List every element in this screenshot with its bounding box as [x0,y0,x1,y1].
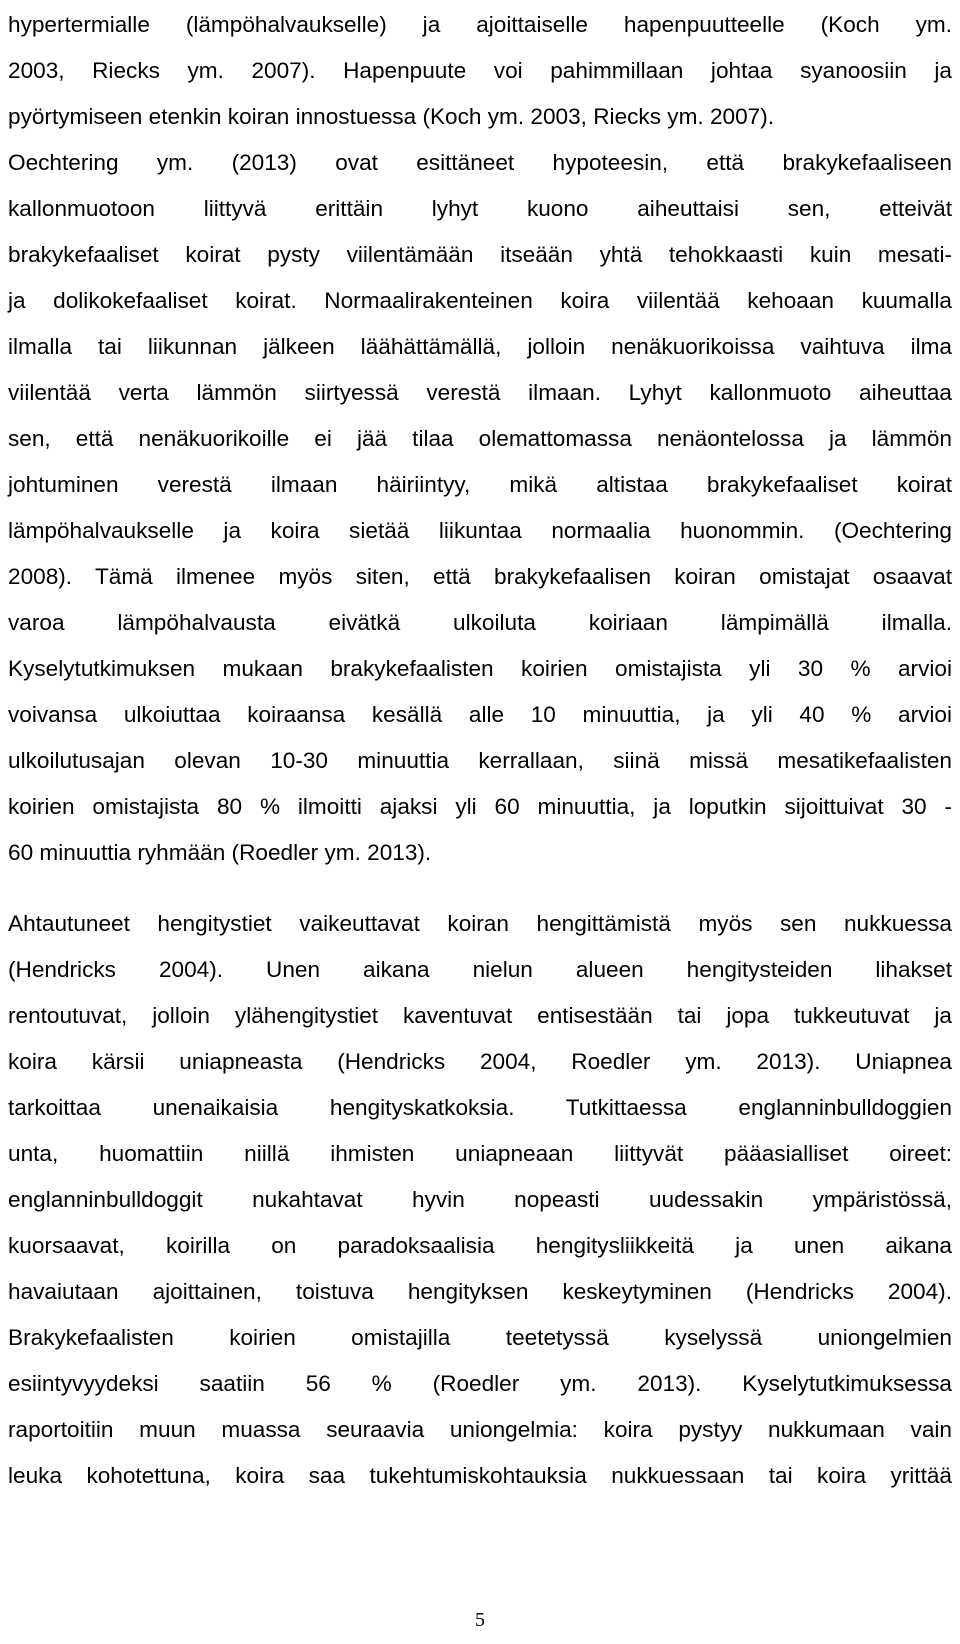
text-line: ja dolikokefaaliset koirat. Normaalirakenteinen koira viilentää kehoaan kuumalla [8,288,952,313]
text-line: havaiutaan ajoittainen, toistuva hengityksen keskeytyminen (Hendricks 2004). [8,1279,952,1304]
text-line: Ahtautuneet hengitystiet vaikeuttavat koiran hengittämistä myös sen nukkuessa [8,911,952,936]
text-line: (Hendricks 2004). Unen aikana nielun alueen hengitysteiden lihakset [8,957,952,982]
text-line: kallonmuotoon liittyvä erittäin lyhyt kuono aiheuttaisi sen, etteivät [8,196,952,221]
text-line: 2008). Tämä ilmenee myös siten, että brakykefaalisen koiran omistajat osaavat [8,564,952,589]
text-line: koirien omistajista 80 % ilmoitti ajaksi yli 60 minuuttia, ja loputkin sijoittuivat 30 - [8,794,952,819]
text-line: leuka kohotettuna, koira saa tukehtumiskohtauksia nukkuessaan tai koira yrittää [8,1463,952,1488]
text-line: kuorsaavat, koirilla on paradoksaalisia hengitysliikkeitä ja unen aikana [8,1233,952,1258]
body-paragraph-1 [8,2,952,876]
text-line: tarkoittaa unenaikaisia hengityskatkoksia. Tutkittaessa englanninbulldoggien [8,1095,952,1120]
text-line: viilentää verta lämmön siirtyessä verestä ilmaan. Lyhyt kallonmuoto aiheuttaa [8,380,952,405]
text-line: hypertermialle (lämpöhalvaukselle) ja ajoittaiselle hapenpuutteelle (Koch ym. [8,12,952,37]
text-line: esiintyvyydeksi saatiin 56 % (Roedler ym. 2013). Kyselytutkimuksessa [8,1371,952,1396]
text-line: 60 minuuttia ryhmään (Roedler ym. 2013). [8,840,432,865]
body-paragraph-2 [8,901,952,1499]
text-line: englanninbulldoggit nukahtavat hyvin nopeasti uudessakin ympäristössä, [8,1187,952,1212]
text-line: koira kärsii uniapneasta (Hendricks 2004, Roedler ym. 2013). Uniapnea [8,1049,952,1074]
text-line: sen, että nenäkuorikoille ei jää tilaa olemattomassa nenäontelossa ja lämmön [8,426,952,451]
text-line: 2003, Riecks ym. 2007). Hapenpuute voi pahimmillaan johtaa syanoosiin ja [8,58,952,83]
text-line: unta, huomattiin niillä ihmisten uniapneaan liittyvät pääasialliset oireet: [8,1141,952,1166]
text-line: raportoitiin muun muassa seuraavia uniongelmia: koira pystyy nukkumaan vain [8,1417,952,1442]
text-line: brakykefaaliset koirat pysty viilentämään itseään yhtä tehokkaasti kuin mesati- [8,242,952,267]
text-line: rentoutuvat, jolloin ylähengitystiet kaventuvat entisestään tai jopa tukkeutuvat ja [8,1003,952,1028]
text-line: varoa lämpöhalvausta eivätkä ulkoiluta koiriaan lämpimällä ilmalla. [8,610,952,635]
text-line: Kyselytutkimuksen mukaan brakykefaalisten koirien omistajista yli 30 % arvioi [8,656,952,681]
text-line: Brakykefaalisten koirien omistajilla teetetyssä kyselyssä uniongelmien [8,1325,952,1350]
text-line: voivansa ulkoiuttaa koiraansa kesällä alle 10 minuuttia, ja yli 40 % arvioi [8,702,952,727]
text-line: Oechtering ym. (2013) ovat esittäneet hypoteesin, että brakykefaaliseen [8,150,952,175]
page-number: 5 [475,1609,485,1631]
text-line: lämpöhalvaukselle ja koira sietää liikuntaa normaalia huonommin. (Oechtering [8,518,952,543]
text-line: ilmalla tai liikunnan jälkeen läähättämällä, jolloin nenäkuorikoissa vaihtuva ilma [8,334,952,359]
text-line: pyörtymiseen etenkin koiran innostuessa (Koch ym. 2003, Riecks ym. 2007). [8,104,775,129]
text-line: ulkoilutusajan olevan 10-30 minuuttia kerrallaan, siinä missä mesatikefaalisten [8,748,952,773]
text-line: johtuminen verestä ilmaan häiriintyy, mikä altistaa brakykefaaliset koirat [8,472,952,497]
